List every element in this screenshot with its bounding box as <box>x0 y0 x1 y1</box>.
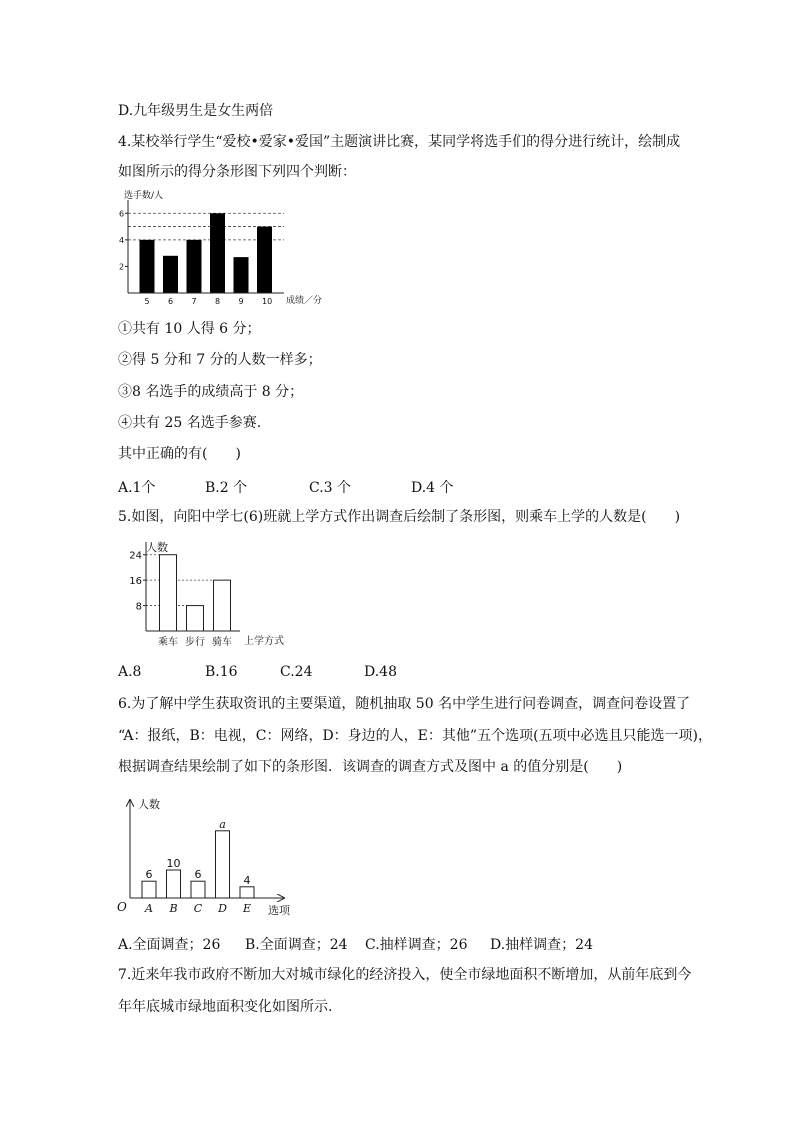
chart1-ylabel: 选手数/人 <box>124 191 164 201</box>
q4-statement-2: ②得 5 分和 7 分的人数一样多； <box>118 352 322 368</box>
chart3-bar <box>142 881 156 898</box>
q4-option-d: D.4 个 <box>411 480 454 496</box>
chart2-xtick: 骑车 <box>212 637 232 648</box>
chart3-data-label: 10 <box>166 857 181 870</box>
chart1-bar <box>163 256 178 293</box>
chart3-data-label: 4 <box>243 873 251 887</box>
chart2-ylabel: 人数 <box>146 541 168 554</box>
chart1-xlabel: 成绩／分 <box>286 296 323 306</box>
q5-option-c: C.24 <box>280 664 313 680</box>
q5-commute-bar-chart <box>118 537 298 652</box>
chart2-bar <box>160 555 177 631</box>
chart1-bar <box>210 213 225 293</box>
q6-stem-line1: 6.为了解中学生获取资讯的主要渠道，随机抽取 50 名中学生进行问卷调查，调查问卷设置了 <box>118 696 691 712</box>
chart3-xtick: A <box>145 902 153 915</box>
chart1-xtick: 5 <box>144 297 150 306</box>
chart2-xtick: 步行 <box>185 637 205 648</box>
q6-option-b: B.全面调查；24 <box>245 937 348 953</box>
q5-option-b: B.16 <box>205 664 238 680</box>
chart2-ytick: 24 <box>129 550 142 562</box>
chart3-origin: O <box>117 900 127 914</box>
q3-option-d: D.九年级男生是女生两倍 <box>118 103 274 119</box>
q4-option-c: C.3 个 <box>309 480 352 496</box>
chart3-data-label: a <box>219 817 226 831</box>
chart3-xtick: B <box>169 902 178 915</box>
chart3-data-label: 6 <box>194 868 202 882</box>
chart3-bar <box>240 887 254 898</box>
chart1-xtick: 9 <box>238 297 244 306</box>
chart2-bar <box>187 606 204 631</box>
q4-question: 其中正确的有( ) <box>118 446 241 462</box>
chart3-xtick: E <box>242 902 252 915</box>
chart3-xtick: D <box>218 902 227 915</box>
chart2-ytick: 16 <box>129 576 142 588</box>
chart2-xtick: 乘车 <box>158 637 178 648</box>
q4-option-a: A.1个 <box>118 480 156 496</box>
chart2-xlabel: 上学方式 <box>244 636 284 647</box>
chart3-data-label: 6 <box>145 868 153 882</box>
q7-stem-line2: 年年底城市绿地面积变化如图所示. <box>118 999 333 1015</box>
q6-option-d: D.抽样调查；24 <box>490 937 593 953</box>
chart1-bar <box>187 240 202 293</box>
chart1-bar <box>234 257 249 293</box>
chart3-ylabel: 人数 <box>138 798 160 811</box>
q6-channel-bar-chart <box>112 792 302 922</box>
chart3-bar <box>191 881 205 898</box>
q6-option-a: A.全面调查；26 <box>118 937 221 953</box>
chart2-ytick: 8 <box>135 601 142 613</box>
chart1-ytick: 4 <box>119 235 125 245</box>
q5-option-d: D.48 <box>364 664 397 680</box>
chart1-xtick: 10 <box>262 297 273 306</box>
q4-stem-line1: 4.某校举行学生“爱校•爱家•爱国”主题演讲比赛，某同学将选手们的得分进行统计，绘制成 <box>118 134 681 150</box>
chart1-ytick: 2 <box>119 262 125 272</box>
chart3-xtick: C <box>193 902 203 915</box>
chart1-ytick: 6 <box>119 209 125 219</box>
q5-stem: 5.如图，向阳中学七(6)班就上学方式作出调查后绘制了条形图，则乘车上学的人数是( ) <box>118 509 681 525</box>
chart2-bar <box>214 580 231 631</box>
chart1-xtick: 7 <box>191 297 197 306</box>
q6-option-c: C.抽样调查；26 <box>365 937 468 953</box>
q6-stem-line3: 根据调查结果绘制了如下的条形图．该调查的调查方式及图中 a 的值分别是( ) <box>118 759 623 775</box>
q4-statement-3: ③8 名选手的成绩高于 8 分； <box>118 384 304 400</box>
q4-score-bar-chart <box>112 186 352 308</box>
q5-option-a: A.8 <box>118 664 142 680</box>
q7-stem-line1: 7.近来年我市政府不断加大对城市绿化的经济投入，使全市绿地面积不断增加，从前年底到今 <box>118 967 692 983</box>
chart1-bar <box>257 227 272 293</box>
chart3-bar <box>216 831 230 898</box>
chart1-xtick: 6 <box>168 297 174 306</box>
chart3-bar <box>167 870 181 898</box>
chart1-bar <box>140 240 155 293</box>
chart1-xtick: 8 <box>215 297 221 306</box>
q4-option-b: B.2 个 <box>205 480 248 496</box>
q4-stem-line2: 如图所示的得分条形图下列四个判断： <box>118 164 356 180</box>
q4-statement-4: ④共有 25 名选手参赛. <box>118 415 262 431</box>
q4-statement-1: ①共有 10 人得 6 分； <box>118 321 261 337</box>
q6-stem-line2: “A：报纸，B：电视，C：网络，D：身边的人，E：其他”五个选项(五项中必选且只能选一项)， <box>118 728 712 744</box>
chart3-xlabel: 选项 <box>268 904 290 917</box>
